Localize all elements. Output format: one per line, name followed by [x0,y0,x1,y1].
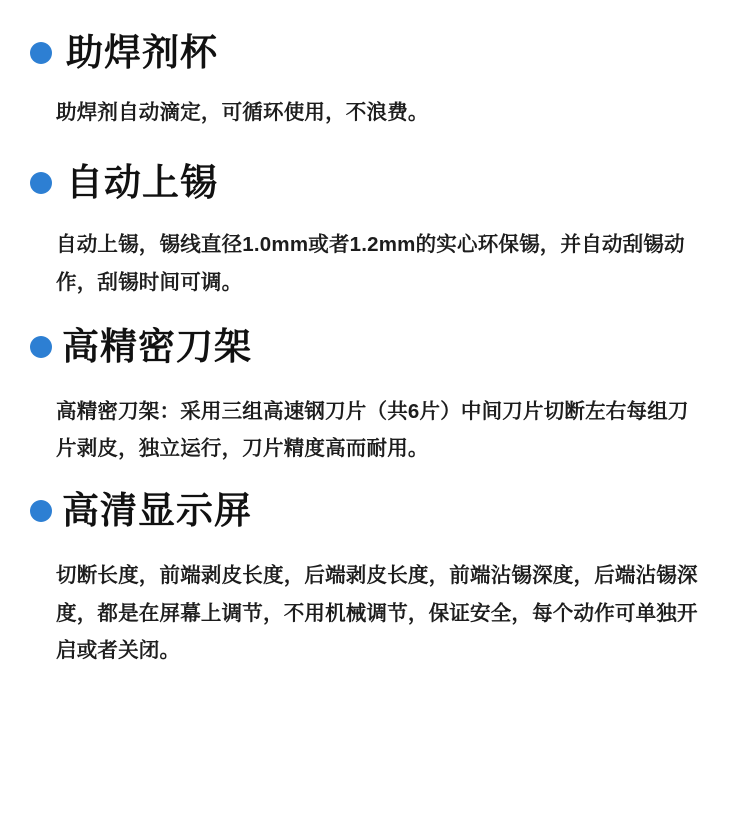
feature-section-1 [30,24,702,132]
bullet-dot-icon [30,500,52,522]
feature-heading-text: 高清显示屏 [62,490,252,532]
feature-body-text: 切断长度，前端剥皮长度，后端剥皮长度，前端沾锡深度，后端沾锡深度，都是在屏幕上调节，不用机械调节，保证安全，每个动作可单独开启或者关闭。 [56,563,698,663]
feature-section-4 [30,482,702,670]
feature-heading-text: 自动上锡 [66,162,218,204]
bullet-dot-icon [30,172,52,194]
feature-section-2 [30,154,702,302]
feature-heading-text: 助焊剂杯 [66,32,218,73]
bullet-dot-icon [30,336,52,358]
feature-heading-4 [30,482,702,538]
bullet-dot-icon [30,42,52,64]
feature-section-3 [30,318,702,468]
feature-heading-3 [30,318,702,374]
feature-body-text: 助焊剂自动滴定，可循环使用，不浪费。 [56,101,429,125]
feature-heading-2 [30,154,702,210]
feature-body-text: 自动上锡，锡线直径1.0mm或者1.2mm的实心环保锡，并自动刮锡动作，刮锡时间可调。 [56,233,685,295]
feature-heading-1 [30,24,702,80]
feature-body-text: 高精密刀架：采用三组高速钢刀片（共6片）中间刀片切断左右每组刀片剥皮，独立运行，刀片精度高而耐用。 [56,399,689,461]
feature-heading-text: 高精密刀架 [62,326,252,368]
